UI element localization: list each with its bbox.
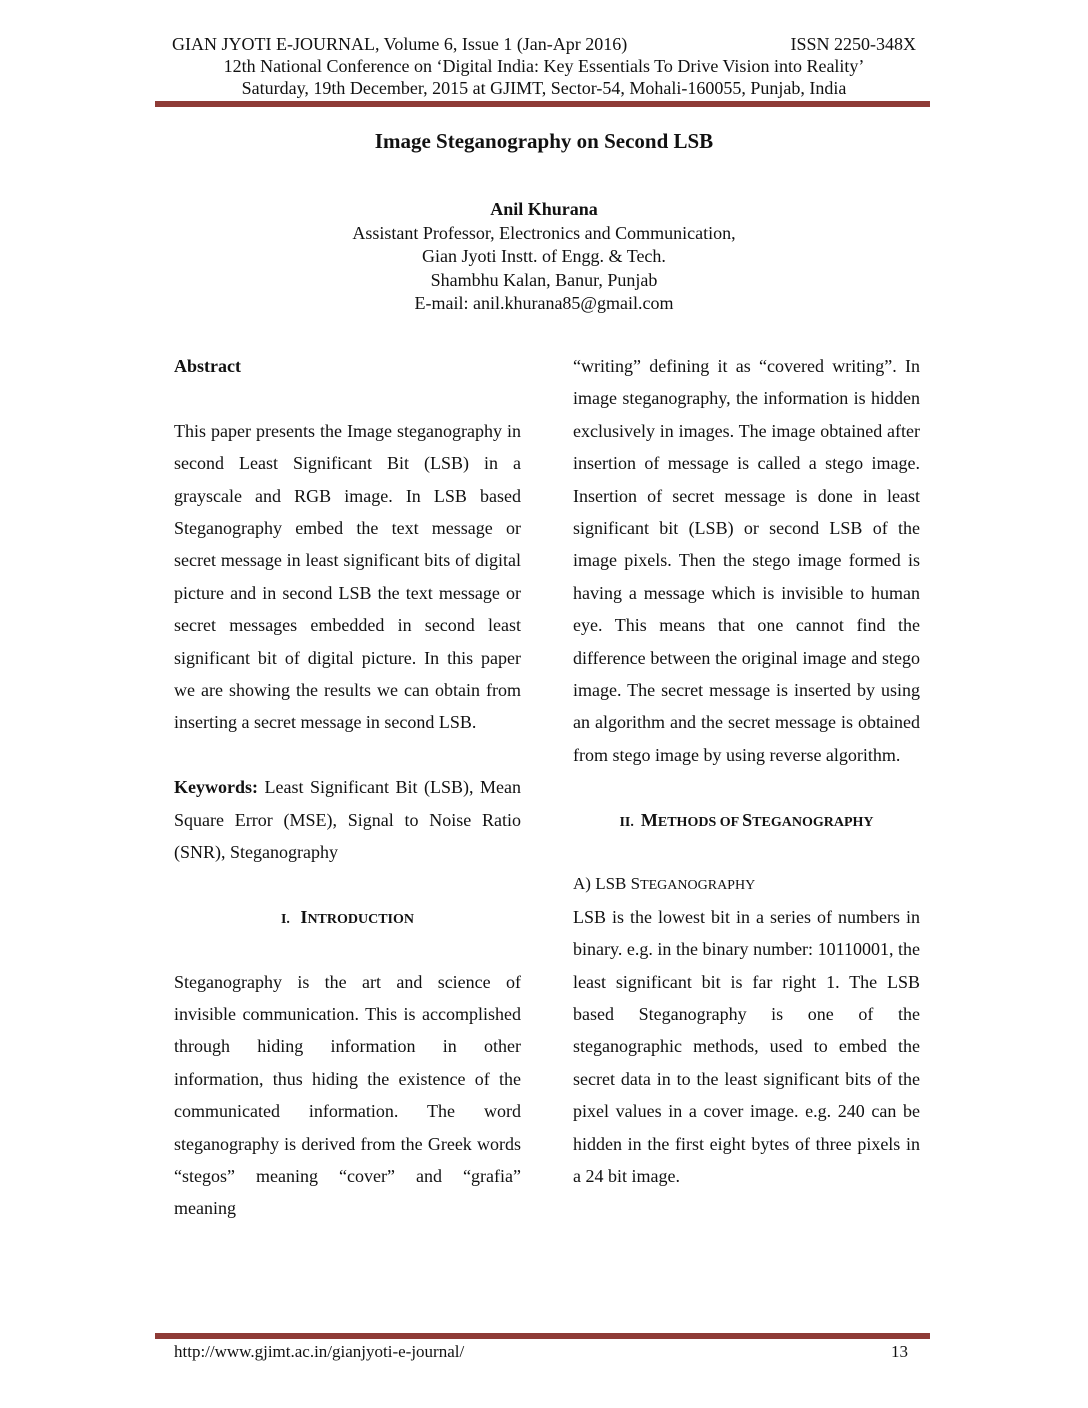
author-email: E-mail: anil.khurana85@gmail.com <box>414 293 674 313</box>
footer-url: http://www.gjimt.ac.in/gianjyoti-e-journal/ <box>174 1342 465 1361</box>
introduction-continued: “writing” defining it as “covered writing”. In image steganography, the information is hidden exclusively in images. The image obtained after insertion of message is called a stego image. Insertion of secret message is done in least significant bit (LSB) or second LSB of the image pixels. Then the stego image formed is having a message which is invisible to human eye. This means that one cannot find the difference between the original image and stego image. The secret message is inserted by using an algorithm and the secret message is obtained from stego image by using reverse algorithm. <box>573 356 920 765</box>
abstract-text: This paper presents the Image steganography in second Least Significant Bit (LSB) in a grayscale and RGB image. In LSB based Steganography embed the text message or secret message in least significant bits of digital picture and in second LSB the text message or secret messages embedded in second least significant bit of digital picture. In this paper we are showing the results we can obtain from inserting a secret message in second LSB. <box>174 420 521 733</box>
right-column <box>573 350 920 1193</box>
issn: ISSN 2250-348X <box>790 34 916 54</box>
date-place-line: Saturday, 19th December, 2015 at GJIMT, Sector-54, Mohali-160055, Punjab, India <box>241 78 847 98</box>
keywords <box>174 771 521 868</box>
keywords-text: Least Significant Bit (LSB), Mean Square Error (MSE), Signal to Noise Ratio (SNR), Steganography <box>174 777 521 863</box>
page-number: 13 <box>891 1342 908 1361</box>
footer-rule <box>155 1333 930 1339</box>
section-heading-introduction: I. INTRODUCTION <box>280 906 415 927</box>
affiliation-line: Assistant Professor, Electronics and Communication, <box>352 222 736 243</box>
journal-name: GIAN JYOTI E-JOURNAL, Volume 6, Issue 1 (Jan-Apr 2016) <box>172 34 628 54</box>
subsection-heading-lsb: A) LSB STEGANOGRAPHY <box>573 874 756 894</box>
keywords-label: Keywords: <box>174 777 258 798</box>
lsb-text: LSB is the lowest bit in a series of numbers in binary. e.g. in the binary number: 10110001, the least significant bit is far right 1. The LSB based Steganography is one of the steganographic methods, used to embed the secret data in to the least significant bits of the pixel values in a cover image. e.g. 240 can be hidden in the first eight bytes of three pixels in a 24 bit image. <box>573 906 920 1187</box>
author-name: Anil Khurana <box>490 199 598 219</box>
abstract-heading: Abstract <box>174 356 241 376</box>
author-block <box>0 198 1088 316</box>
left-column <box>174 350 521 1225</box>
affiliation-line: Gian Jyoti Instt. of Engg. & Tech. <box>422 246 666 266</box>
introduction-text: Steganography is the art and science of invisible communication. This is accomplished through hiding information in other information, thus hiding the existence of the communicated information. The word steganography is derived from the Greek words “stegos” meaning “cover” and “grafia” meaning <box>174 971 521 1219</box>
header-rule <box>155 101 930 107</box>
paper-title: Image Steganography on Second LSB <box>374 129 714 153</box>
affiliation-line: Shambhu Kalan, Banur, Punjab <box>430 269 658 290</box>
section-heading-methods: II. METHODS OF STEGANOGRAPHY <box>619 809 874 830</box>
conference-line: 12th National Conference on ‘Digital India: Key Essentials To Drive Vision into Reality’ <box>223 56 865 76</box>
